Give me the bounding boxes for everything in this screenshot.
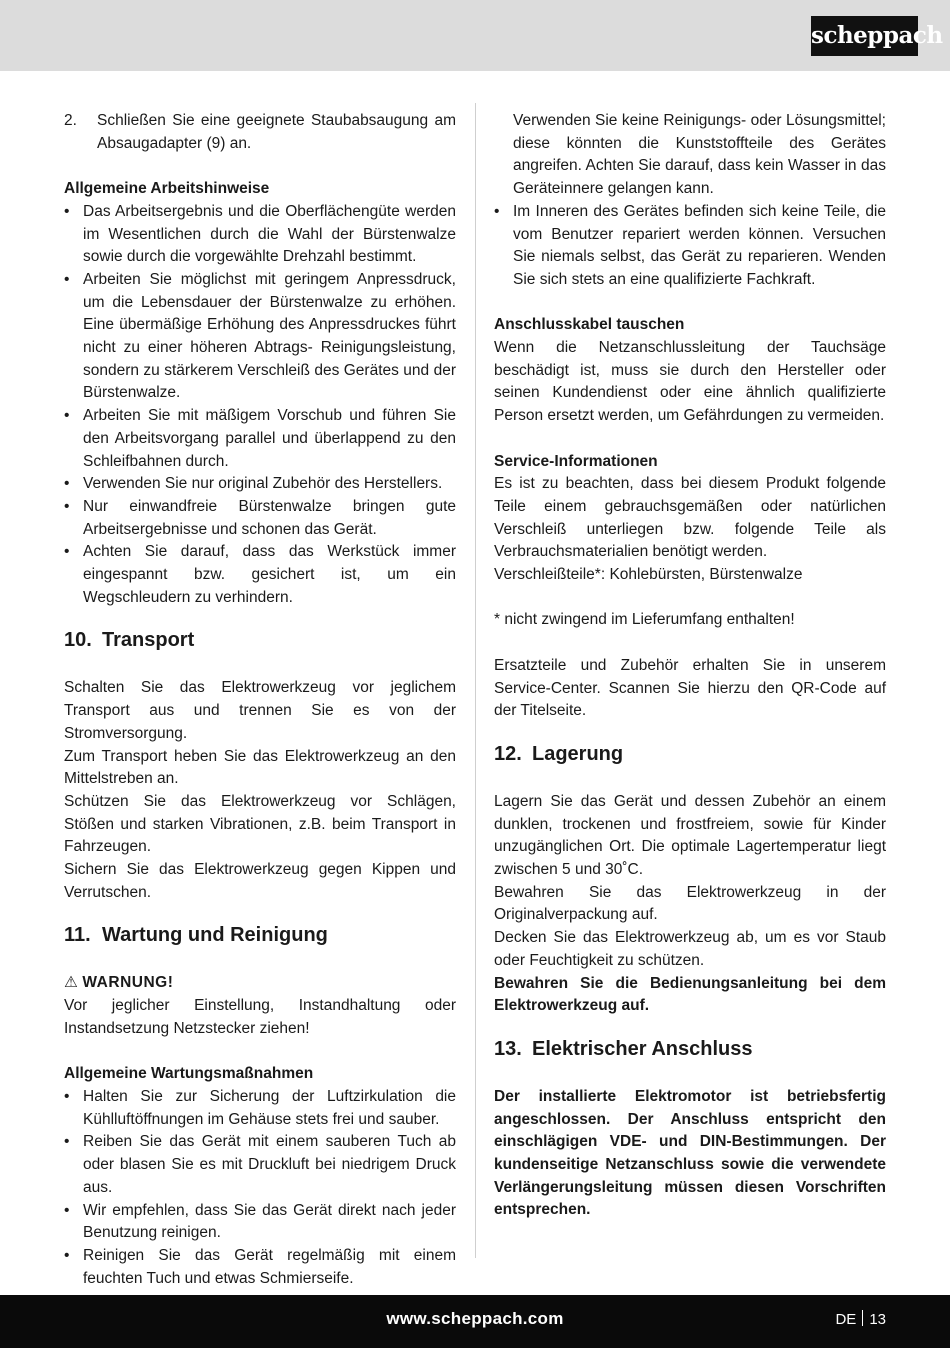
separator: [862, 1310, 863, 1326]
list-item: • Reiben Sie das Gerät mit einem sauberen Tuch ab oder blasen Sie es mit Druckluft bei niedrigem Druck aus.: [64, 1131, 456, 1199]
page-indicator: [835, 1309, 886, 1332]
right-column: [494, 110, 886, 1222]
list-item: • Arbeiten Sie mit mäßigem Vorschub und führen Sie den Arbeitsvorgang parallel und überlappend zu den Schleifbahnen durch.: [64, 405, 456, 473]
section-number: 13.: [494, 1037, 522, 1060]
list-item: • Achten Sie darauf, dass das Werkstück immer eingespannt bzw. gesichert ist, um ein Wegschleudern zu verhindern.: [64, 541, 456, 609]
section-number: 11.: [64, 924, 91, 947]
section-heading-maintenance: [64, 904, 456, 972]
footer-bar: [0, 1295, 950, 1348]
section-heading-storage: [494, 723, 886, 791]
step-text: Schließen Sie eine geeignete Staubabsaugung am Absaugadapter (9) an.: [97, 112, 456, 152]
wear-parts: Verschleißteile*: Kohlebürsten, Bürstenwalze: [494, 566, 803, 584]
list-item: • Verwenden Sie nur original Zubehör des Herstellers.: [64, 473, 456, 496]
section-number: 12.: [494, 742, 522, 765]
list-item: • Nur einwandfreie Bürstenwalze bringen gute Arbeitsergebnisse und schonen das Gerät.: [64, 496, 456, 541]
list-item: • Das Arbeitsergebnis und die Oberflächengüte werden im Wesentlichen durch die Wahl der Bürstenwalze sowie durch die vorgewählte Drehzahl bestimmt.: [64, 201, 456, 269]
paragraph: Ersatzteile und Zubehör erhalten Sie in unserem Service-Center. Scannen Sie hierzu den QR-Code auf der Titelseite.: [494, 656, 886, 720]
section-title: Lagerung: [532, 742, 624, 765]
section-title: Wartung und Reinigung: [102, 924, 328, 947]
column-divider: [475, 103, 476, 1258]
list-item: • Reinigen Sie das Gerät regelmäßig mit einem feuchten Tuch und etwas Schmierseife.: [64, 1245, 456, 1290]
section-heading-electrical: [494, 1018, 886, 1086]
list-item-continued: [494, 110, 886, 201]
step-list: [64, 110, 456, 155]
service-heading: Service-Informationen: [494, 452, 658, 470]
list-item: • Halten Sie zur Sicherung der Luftzirkulation die Kühlluftöffnungen im Gehäuse stets frei und sauber.: [64, 1086, 456, 1131]
language-code: DE: [835, 1311, 857, 1328]
paragraph: Schützen Sie das Elektrowerkzeug vor Schlägen, Stößen und starken Vibrationen, z.B. beim Transport in Fahrzeugen.: [64, 792, 456, 856]
section-number: 10.: [64, 629, 92, 652]
general-list: [64, 201, 456, 610]
paragraph: Lagern Sie das Gerät und dessen Zubehör an einem dunklen, trockenen und frostfreiem, sowie für Kinder unzugänglichen Ort. Die optimale Lagertemperatur liegt zwischen 5 und 30˚C.: [494, 792, 886, 879]
warning-label: [64, 972, 456, 995]
paragraph: Sichern Sie das Elektrowerkzeug gegen Kippen und Verrutschen.: [64, 861, 456, 901]
website-link[interactable]: www.scheppach.com: [386, 1309, 564, 1328]
paragraph-bold: Bewahren Sie die Bedienungsanleitung bei dem Elektrowerkzeug auf.: [494, 974, 886, 1015]
paragraph-bold: Der installierte Elektromotor ist betriebsfertig angeschlossen. Der Anschluss entspricht den einschlägigen VDE- und DIN-Bestimmungen. Der kundenseitige Netzanschluss sowie die verwendete Verlängerungsleitung müssen diesen Vorschriften entsprechen.: [494, 1087, 886, 1219]
warning-icon: ⚠: [64, 974, 79, 992]
paragraph: Es ist zu beachten, dass bei diesem Produkt folgende Teile einem gebrauchsgemäßen oder natürlichen Verschleiß unterliegen bzw. folgende Teile als Verbrauchsmaterialien benötigt werden.: [494, 475, 886, 561]
paragraph: Zum Transport heben Sie das Elektrowerkzeug an den Mittelstreben an.: [64, 747, 456, 788]
section-title: Elektrischer Anschluss: [532, 1037, 753, 1060]
continued-list: [494, 110, 886, 292]
page-number: 13: [869, 1311, 886, 1328]
header-bar: [0, 0, 950, 71]
warning-label-text: WARNUNG!: [82, 974, 174, 992]
paragraph: Wenn die Netzanschlussleitung der Tauchsäge beschädigt ist, muss sie durch den Hersteller oder seinen Kundendienst oder eine ähnlich qualifizierte Person ersetzt werden, um Gefährdungen zu vermeiden.: [494, 339, 886, 425]
paragraph: Bewahren Sie das Elektrowerkzeug in der Originalverpackung auf.: [494, 883, 886, 924]
section-title: Transport: [102, 629, 195, 652]
warning-text: Vor jeglicher Einstellung, Instandhaltung oder Instandsetzung Netzstecker ziehen!: [64, 997, 456, 1037]
continued-text: Verwenden Sie keine Reinigungs- oder Lösungsmittel; diese könnten die Kunststoffteile des Gerätes angreifen. Achten Sie darauf, dass kein Wasser in das Geräteinnere gelangen kann.: [513, 112, 886, 198]
paragraph: Schalten Sie das Elektrowerkzeug vor jeglichem Transport aus und trennen Sie es von der Stromversorgung.: [64, 679, 456, 742]
cable-heading: Anschlusskabel tauschen: [494, 316, 685, 334]
list-item: • Im Inneren des Gerätes befinden sich keine Teile, die vom Benutzer repariert werden können. Versuchen Sie niemals selbst, das Gerät zu reparieren. Wenden Sie sich stets an eine qualifizierte Fachkraft.: [494, 201, 886, 292]
section-heading-transport: [64, 609, 456, 677]
step-item: [64, 110, 456, 155]
maintenance-list: [64, 1086, 456, 1290]
step-number: 2.: [64, 112, 77, 129]
list-item: • Arbeiten Sie möglichst mit geringem Anpressdruck, um die Lebensdauer der Bürstenwalze zu erhöhen. Eine übermäßige Erhöhung des Anpressdruckes führt nicht zu einer höheren Abtrags- Reinigungsleistung, sondern zu stärkerem Verschleiß des Gerätes und der Bürstenwalze.: [64, 269, 456, 405]
left-column: [64, 110, 456, 1290]
scheppach-logo: scheppach: [811, 16, 918, 56]
list-item: • Wir empfehlen, dass Sie das Gerät direkt nach jeder Benutzung reinigen.: [64, 1200, 456, 1245]
general-heading: Allgemeine Arbeitshinweise: [64, 180, 270, 198]
paragraph: Decken Sie das Elektrowerkzeug ab, um es vor Staub oder Feuchtigkeit zu schützen.: [494, 929, 886, 969]
maintenance-general-heading: Allgemeine Wartungsmaßnahmen: [64, 1065, 314, 1083]
footnote: * nicht zwingend im Lieferumfang enthalten!: [494, 611, 795, 629]
